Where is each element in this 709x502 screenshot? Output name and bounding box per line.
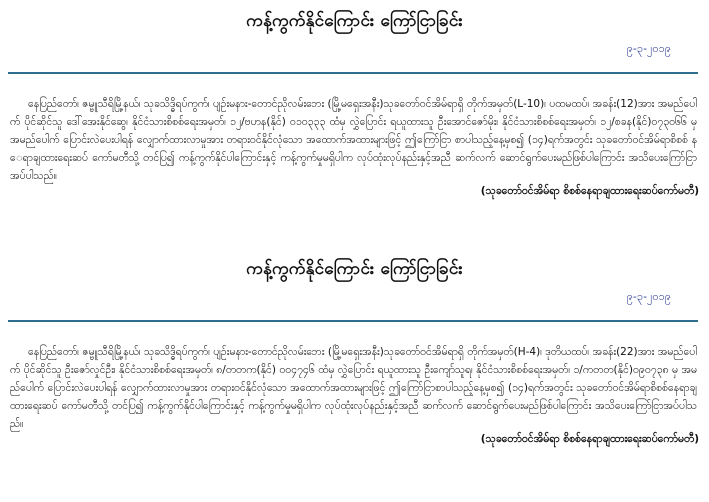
divider-line	[8, 320, 698, 322]
notice-date: ၉-၃-၂၀၁၉	[626, 290, 671, 303]
notice-date: ၉-၃-၂၀၁၉	[626, 42, 671, 55]
notice-signature: (သုခတော်ဝင်အိမ်ရာ စိစစ်နေရာချထားရေးဆပ်ကော်မတီ)	[480, 433, 699, 445]
notice-body: နေပြည်တော်၊ ဇမ္ဗူသီရိမြို့နယ်၊ သုခသိဒ္ဓိရပ်ကွက်၊ ပျဉ်းမနား-တောင်ညိုလမ်းဘေး (မြို့မရှေးအနီး)သုခတော်ဝင်အိမ်ရာရှိ တိုက်အမှတ်(H-4)၊ ဒုတိယထပ်၊ အခန်း(22)အား အမည်ပေါက် ပိုင်ဆိုင်သူ ဦးဇော်လှုင်ဦး၊ နိုင်ငံသားစိစစ်ရေးအမှတ်၊ ၈/တတက(နိုင်) ၀၀၄၇၄၆ ထံမှ လွှဲပြောင်း ရယူထားသူ ဦးကျော်သူရ၊ နိုင်ငံသားစိစစ်ရေးအမှတ်၊ ၁/ကတတ(နိုင်)၀၉၀၇၃၈ မှ အမည်ပေါက် ပြောင်းလဲပေးပါရန် လျှောက်ထားလာမှုအား တရားဝင်နိုင်လုံသော အထောက်အထားများဖြင့် ဤကြော်ငြာစာပါသည့်နေ့မှစ၍ (၁၄)ရက်အတွင်း သုခတော်ဝင်အိမ်ရာစိစစ်နေရာချထားရေးဆပ် ကော်မတီသို့ တင်ပြ၍ ကန့်ကွက်နိုင်ပါကြောင်းနှင့် ကန့်ကွက်မှုမရှိပါက လုပ်ထုံးလုပ်နည်းနှင့်အညီ ဆက်လက် ဆောင်ရွက်ပေးမည်ဖြစ်ပါကြောင်း အသိပေးကြော်ငြာအပ်ပါသည်။	[10, 346, 697, 430]
notice-body: နေပြည်တော်၊ ဇမ္ဗူသီရိမြို့နယ်၊ သုခသိဒ္ဓိရပ်ကွက်၊ ပျဉ်းမနား-တောင်ညိုလမ်းဘေး (မြို့မရှေးအနီး)သုခတော်ဝင်အိမ်ရာရှိ တိုက်အမှတ်(L-10)၊ ပထမထပ်၊ အခန်း(12)အား အမည်ပေါက် ပိုင်ဆိုင်သူ ဒေါ်အေးနိုင်ဆွေ၊ နိုင်ငံသားစိစစ်ရေးအမှတ်၊ ၁၂/ဗဟန(နိုင်) ၀၁၀၃၃၃ ထံမှ လွှဲပြောင်း ရယူထားသူ ဦးအောင်ဇော်မိုး၊ နိုင်ငံသားစိစစ်ရေးအမှတ်၊ ၁၂/စခန(နိုင်)၀၇၃၀၆၆ မှအမည်ပေါက် ပြောင်းလဲပေးပါရန် လျှောက်ထားလာမှုအား တရားဝင်နိုင်လုံသော အထောက်အထားများဖြင့် ဤကြော်ငြာ စာပါသည့်နေ့မှစ၍ (၁၄)ရက်အတွင်း သုခတော်ဝင်အိမ်ရာစိစစ် နေရာချထားရေးဆပ် ကော်မတီသို့ တင်ပြ၍ ကန့်ကွက်နိုင်ပါကြောင်းနှင့် ကန့်ကွက်မှုမရှိပါက လုပ်ထုံးလုပ်နည်းနှင့်အညီ ဆက်လက် ဆောင်ရွက်ပေးမည်ဖြစ်ပါကြောင်း အသိပေးကြော်ငြာအပ်ပါသည်။	[10, 98, 697, 182]
notice-title: ကန့်ကွက်နိုင်ကြောင်း ကြော်ငြာခြင်း	[246, 259, 463, 279]
notice-title: ကန့်ကွက်နိုင်ကြောင်း ကြော်ငြာခြင်း	[246, 11, 463, 31]
notice-signature: (သုခတော်ဝင်အိမ်ရာ စိစစ်နေရာချထားရေးဆပ်ကော်မတီ)	[480, 185, 699, 197]
divider-line	[8, 72, 698, 74]
